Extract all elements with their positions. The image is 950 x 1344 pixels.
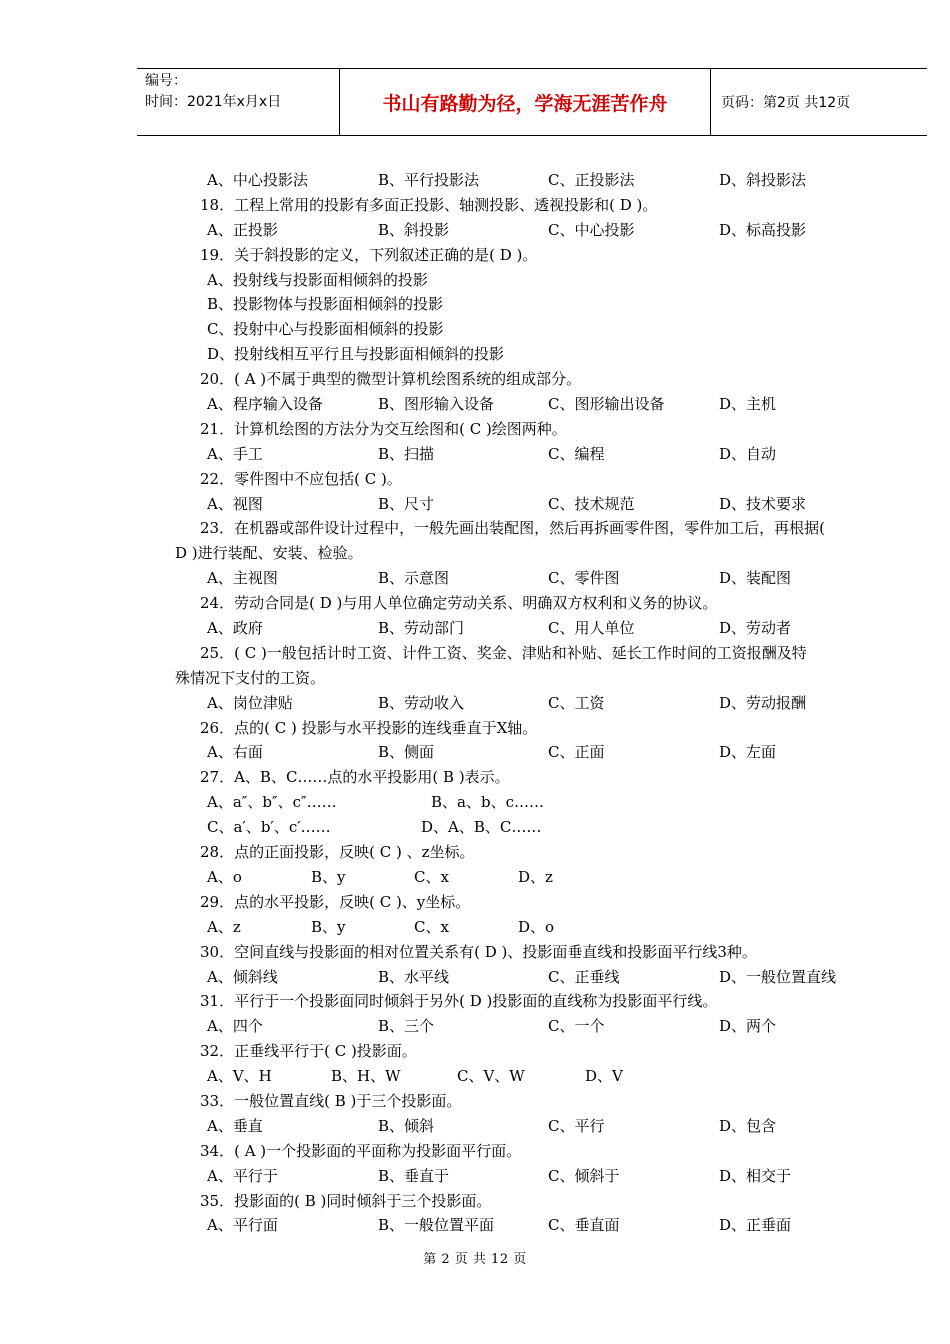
option-text: B、y <box>311 917 346 936</box>
option-text: D、装配图 <box>719 569 792 588</box>
option-row <box>0 392 950 417</box>
option-text: D、A、B、C…… <box>421 818 542 837</box>
page-footer: 第 2 页 共 12 页 <box>423 1252 527 1267</box>
question-line <box>0 1039 950 1064</box>
option-text: D、正垂面 <box>719 1216 792 1235</box>
question-line <box>0 516 950 541</box>
question-line <box>0 940 950 965</box>
option-text: C、用人单位 <box>548 619 635 638</box>
option-text: D、技术要求 <box>719 494 807 513</box>
option-text: A、主视图 <box>207 569 278 588</box>
option-text: B、水平线 <box>378 967 450 986</box>
option-row <box>0 317 950 342</box>
question-line <box>0 1189 950 1214</box>
question-text: 32．正垂线平行于( C )投影面。 <box>200 1042 417 1061</box>
option-text: A、政府 <box>207 619 263 638</box>
option-row <box>0 691 950 716</box>
option-text: B、扫描 <box>378 444 435 463</box>
question-text: 26．点的( C ) 投影与水平投影的连线垂直于X轴。 <box>200 718 538 737</box>
option-text: C、垂直面 <box>548 1216 620 1235</box>
question-text: 19．关于斜投影的定义，下列叙述正确的是( D )。 <box>200 245 538 264</box>
option-text: A、手工 <box>207 444 263 463</box>
option-row <box>0 492 950 517</box>
option-text: B、y <box>311 867 346 886</box>
option-text: B、一般位置平面 <box>378 1216 495 1235</box>
header-date: 时间：2021年x月x日 <box>145 94 282 110</box>
question-line <box>0 591 950 616</box>
option-text: D、包含 <box>719 1116 777 1135</box>
option-text: A、正投影 <box>207 220 278 239</box>
option-text: C、正垂线 <box>548 967 620 986</box>
option-text: C、投射中心与投影面相倾斜的投影 <box>207 320 444 339</box>
option-row <box>0 965 950 990</box>
question-line <box>0 641 950 666</box>
option-text: C、工资 <box>548 693 605 712</box>
option-text: D、自动 <box>719 444 777 463</box>
option-text: A、倾斜线 <box>207 967 278 986</box>
option-text: A、中心投影法 <box>207 171 308 189</box>
question-continuation <box>0 666 950 691</box>
option-row <box>0 616 950 641</box>
question-line <box>0 765 950 790</box>
option-text: C、一个 <box>548 1017 605 1036</box>
question-text: 33．一般位置直线( B )于三个投影面。 <box>200 1091 462 1110</box>
option-text: A、岗位津贴 <box>207 693 293 712</box>
option-text: C、正投影法 <box>548 171 635 189</box>
option-row <box>0 218 950 243</box>
question-list <box>0 168 950 1238</box>
option-text: D、标高投影 <box>719 220 807 239</box>
page-header <box>137 68 927 136</box>
option-text: A、z <box>207 917 241 936</box>
question-text: 28．点的正面投影，反映( C ) 、z坐标。 <box>200 843 475 862</box>
option-text: B、尺寸 <box>378 494 435 513</box>
header-number-label: 编号： <box>145 73 187 89</box>
option-text: A、投射线与投影面相倾斜的投影 <box>207 270 428 289</box>
option-text: D、劳动者 <box>719 619 792 638</box>
option-row <box>0 1164 950 1189</box>
option-text: A、垂直 <box>207 1116 263 1135</box>
question-text: 34．( A )一个投影面的平面称为投影面平行面。 <box>200 1141 522 1160</box>
question-text: 30．空间直线与投影面的相对位置关系有( D )、投影面垂直线和投影面平行线3种。 <box>200 942 757 961</box>
option-text: C、x <box>414 917 449 936</box>
question-text: 35．投影面的( B )同时倾斜于三个投影面。 <box>200 1191 492 1210</box>
option-text: A、四个 <box>207 1017 263 1036</box>
option-row <box>0 815 950 840</box>
question-line <box>0 467 950 492</box>
option-text: C、a′、b′、c′…… <box>207 818 331 837</box>
option-text: C、x <box>414 867 449 886</box>
option-row <box>0 168 950 193</box>
option-text: C、倾斜于 <box>548 1166 620 1185</box>
option-text: C、编程 <box>548 444 605 463</box>
question-text: D )进行装配、安装、检验。 <box>175 544 363 563</box>
option-text: B、示意图 <box>378 569 450 588</box>
option-text: B、图形输入设备 <box>378 395 495 414</box>
option-text: C、图形输出设备 <box>548 395 665 414</box>
question-line <box>0 890 950 915</box>
question-line <box>0 989 950 1014</box>
option-text: A、V、H <box>207 1067 272 1086</box>
question-line <box>0 193 950 218</box>
question-text: 29．点的水平投影，反映( C )、y坐标。 <box>200 892 471 911</box>
question-line <box>0 1139 950 1164</box>
option-row <box>0 268 950 293</box>
option-text: D、投射线相互平行且与投影面相倾斜的投影 <box>207 345 505 364</box>
option-text: D、左面 <box>719 743 777 762</box>
option-row <box>0 1014 950 1039</box>
option-text: D、z <box>518 867 553 886</box>
option-text: B、劳动部门 <box>378 619 465 638</box>
option-row <box>0 1213 950 1238</box>
option-text: B、平行投影法 <box>378 171 480 189</box>
question-line <box>0 1089 950 1114</box>
option-text: D、V <box>585 1067 623 1086</box>
option-text: B、a、b、c…… <box>431 793 544 812</box>
option-text: D、主机 <box>719 395 777 414</box>
option-text: A、视图 <box>207 494 263 513</box>
option-text: B、劳动收入 <box>378 693 465 712</box>
option-text: B、垂直于 <box>378 1166 450 1185</box>
option-row <box>0 1064 950 1089</box>
option-text: B、斜投影 <box>378 220 450 239</box>
question-continuation <box>0 541 950 566</box>
option-row <box>0 342 950 367</box>
option-row <box>0 740 950 765</box>
option-text: A、o <box>207 867 242 886</box>
option-text: A、平行于 <box>207 1166 278 1185</box>
question-line <box>0 716 950 741</box>
option-text: B、倾斜 <box>378 1116 435 1135</box>
option-text: B、投影物体与投影面相倾斜的投影 <box>207 295 444 314</box>
option-text: D、两个 <box>719 1017 777 1036</box>
question-text: 18．工程上常用的投影有多面正投影、轴测投影、透视投影和( D )。 <box>200 195 658 214</box>
option-text: A、右面 <box>207 743 263 762</box>
question-text: 23．在机器或部件设计过程中，一般先画出装配图，然后再拆画零件图，零件加工后，再根据( <box>200 519 825 538</box>
option-text: D、劳动报酬 <box>719 693 807 712</box>
option-row <box>0 865 950 890</box>
question-line <box>0 840 950 865</box>
option-text: B、侧面 <box>378 743 435 762</box>
question-text: 25．( C )一般包括计时工资、计件工资、奖金、津贴和补贴、延长工作时间的工资报酬及特 <box>200 643 807 662</box>
option-text: A、平行面 <box>207 1216 278 1235</box>
question-text: 24．劳动合同是( D )与用人单位确定劳动关系、明确双方权利和义务的协议。 <box>200 594 718 613</box>
header-page-info: 页码：第2页 共12页 <box>721 95 851 111</box>
option-text: A、程序输入设备 <box>207 395 323 414</box>
option-text: B、三个 <box>378 1017 435 1036</box>
question-line <box>0 367 950 392</box>
question-text: 31．平行于一个投影面同时倾斜于另外( D )投影面的直线称为投影面平行线。 <box>200 992 718 1011</box>
option-text: D、相交于 <box>719 1166 792 1185</box>
question-line <box>0 417 950 442</box>
option-text: D、一般位置直线 <box>719 967 837 986</box>
question-text: 20．( A )不属于典型的微型计算机绘图系统的组成部分。 <box>200 370 582 389</box>
option-row <box>0 442 950 467</box>
option-row <box>0 1114 950 1139</box>
option-row <box>0 566 950 591</box>
option-text: C、正面 <box>548 743 605 762</box>
option-text: C、零件图 <box>548 569 620 588</box>
option-text: D、o <box>518 917 555 936</box>
header-meta <box>137 69 340 135</box>
option-text: A、a″、b″、c″…… <box>207 793 337 812</box>
question-text: 22．零件图中不应包括( C )。 <box>200 469 402 488</box>
question-text: 27．A、B、C……点的水平投影用( B )表示。 <box>200 768 510 787</box>
question-text: 21．计算机绘图的方法分为交互绘图和( C )绘图两种。 <box>200 419 567 438</box>
option-text: C、V、W <box>457 1067 525 1086</box>
option-row <box>0 292 950 317</box>
option-text: C、中心投影 <box>548 220 635 239</box>
option-row <box>0 790 950 815</box>
header-motto: 书山有路勤为径，学海无涯苦作舟 <box>340 69 711 135</box>
option-text: D、斜投影法 <box>719 171 807 189</box>
option-row <box>0 915 950 940</box>
option-text: C、平行 <box>548 1116 605 1135</box>
question-text: 殊情况下支付的工资。 <box>175 668 326 687</box>
option-text: C、技术规范 <box>548 494 635 513</box>
option-text: B、H、W <box>331 1067 401 1086</box>
question-line <box>0 243 950 268</box>
